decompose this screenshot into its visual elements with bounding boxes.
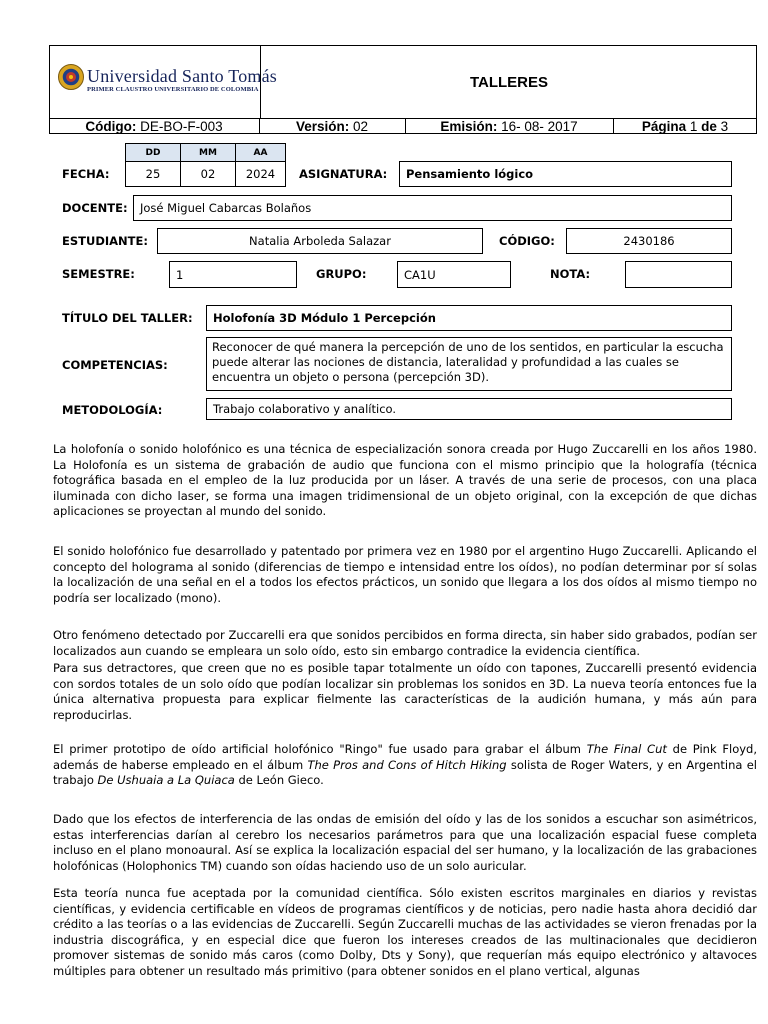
logo-cell (49, 45, 277, 119)
paragraph-3-text: Otro fenómeno detectado por Zuccarelli era que sonidos percibidos en forma directa, sin haber sido grabados, podían ser localizados aun cuando se empleara un solo oído, esto sin embargo contradice la evidencia científica. (53, 628, 757, 658)
university-name (87, 67, 277, 93)
subject-label: ASIGNATURA: (299, 167, 388, 181)
p5-part-a: El primer prototipo de oído artificial holofónico "Ringo" fue usado para grabar el álbum (53, 742, 587, 756)
document-title: TALLERES (469, 73, 549, 91)
methodology-field[interactable]: Trabajo colaborativo y analítico. (206, 398, 732, 420)
mm-header: MM (180, 143, 236, 162)
paragraph-2-text: El sonido holofónico fue desarrollado y patentado por primera vez en 1980 por el argentino Hugo Zuccarelli. Aplicando el concepto del holograma al sonido (diferencias de tiempo e intensidad entre los oídos), no podían determinar por sí solas la localización de una señal en el a todos los efectos prácticos, un sonido que llegara a los dos oídos al mismo tiempo no podría ser localizado (mono). (53, 544, 757, 605)
doc-version-value: 02 (353, 119, 369, 134)
student-code-label: CÓDIGO: (499, 234, 555, 248)
doc-code (49, 119, 259, 134)
aa-header: AA (235, 143, 286, 162)
album-ushuaia: De Ushuaia a La Quiaca (97, 773, 235, 787)
methodology-label: METODOLOGÍA: (62, 403, 163, 417)
paragraph-2 (53, 544, 757, 606)
grade-label: NOTA: (550, 267, 591, 281)
student-field[interactable]: Natalia Arboleda Salazar (157, 228, 483, 254)
workshop-title-field[interactable]: Holofonía 3D Módulo 1 Percepción (206, 305, 732, 331)
dd-header: DD (125, 143, 181, 162)
competencies-label: COMPETENCIAS: (62, 358, 168, 372)
doc-page (613, 119, 757, 134)
doc-code-value: DE-BO-F-003 (140, 119, 223, 134)
p5-part-g: de León Gieco. (234, 773, 324, 787)
teacher-field[interactable]: José Miguel Cabarcas Bolaños (133, 195, 732, 221)
album-pros-and-cons: The Pros and Cons of Hitch Hiking (307, 757, 507, 772)
doc-page-label: Página (641, 119, 687, 134)
date-dd-field[interactable]: 25 (125, 161, 181, 187)
paragraph-6-text: Dado que los efectos de interferencia de las ondas de emisión del oído y las de los sonidos a escuchar son asimétricos, estas interferencias darían al cerebro los necesarios parámetros para que una localización espacial fuese completa incluso en el plano monoaural. Así se explica la localización espacial del ser humano, y la localización de las grabaciones holofónicas (Holophonics TM) cuando son oídas haciendo uso de un solo auricular. (53, 812, 757, 873)
university-main-name: Universidad Santo Tomás (87, 66, 277, 86)
semester-label: SEMESTRE: (62, 267, 135, 281)
student-label: ESTUDIANTE: (62, 234, 148, 248)
doc-page-value: 1 (689, 119, 698, 134)
paragraph-7-text: Esta teoría nunca fue aceptada por la comunidad científica. Sólo existen escritos marginales en diarios y revistas científicas, y evidencia certificable en vídeos de programas científicos y de noticias, pero nadie hasta ahora decidió dar crédito a las teorías o a las evidencias de Zuccarelli. Según Zuccarelli muchas de las actividades se vieron frenadas por la industria discográfica, y en especial dice que fueron los intereses creados de las multinacionales que decidieron promover sistemas de sonido más caros (como Dolby, Dts y Sony), que requerían más equipo electrónico y altavoces múltiples para obtener un resultado más primitivo (para obtener sonidos en el plano vertical, algunas (53, 886, 757, 978)
teacher-label: DOCENTE: (62, 201, 128, 215)
date-label: FECHA: (62, 167, 110, 181)
date-mm-field[interactable]: 02 (180, 161, 236, 187)
grade-field[interactable] (625, 261, 732, 288)
semester-field[interactable]: 1 (169, 261, 297, 288)
doc-code-label: Código: (85, 119, 137, 134)
doc-emission-label: Emisión: (440, 119, 498, 134)
paragraph-4-text: Para sus detractores, que creen que no es posible tapar totalmente un oído con tapones, Zuccarelli presentó evidencia con sordos totales de un solo oído que podían localizar sin problemas los sonidos en 3D. La nueva teoría entonces fue la única alternativa propuesta para explicar fielmente las características de la audición humana, y más aún para reproducirlas. (53, 661, 757, 722)
group-label: GRUPO: (316, 267, 367, 281)
doc-page-of: de (701, 119, 717, 134)
paragraph-1-text: La holofonía o sonido holofónico es una técnica de especialización sonora creada por Hugo Zuccarelli en los años 1980. La Holofonía es un sistema de grabación de audio que funciona con el mismo principio que la holografía (técnica fotográfica basada en el empleo de la luz producida por un láser. A través de una serie de procesos, con una placa iluminada con dicho laser, se forma una imagen tridimensional de un objeto original, con la excepción de que dichas aplicaciones se proyectan al mundo del sonido. (53, 442, 757, 518)
paragraph-5 (53, 742, 757, 789)
university-tagline: PRIMER CLAUSTRO UNIVERSITARIO DE COLOMBIA (87, 86, 259, 93)
header-meta-row (49, 118, 757, 134)
p5-part-e: solista de Roger Waters, y en Argentina el trabajo (53, 757, 758, 787)
university-seal-icon (58, 64, 84, 90)
competencies-field[interactable]: Reconocer de qué manera la percepción de uno de los sentidos, en particular la escucha puede alterar las nociones de distancia, lateralidad y profundidad a las cuales se encuentra un objeto o persona (percepción 3D). (206, 337, 732, 391)
paragraph-5-text (53, 742, 757, 789)
doc-page-total: 3 (720, 119, 729, 134)
subject-field[interactable]: Pensamiento lógico (399, 161, 732, 187)
album-final-cut: The Final Cut (586, 742, 667, 756)
paragraph-6 (53, 812, 757, 874)
doc-emission-value: 16- 08- 2017 (501, 119, 578, 134)
paragraph-3 (53, 628, 757, 659)
paragraph-1 (53, 442, 757, 520)
p5-part-c: de Pink Floyd, además de haberse empleado en el álbum (53, 742, 757, 772)
doc-version (259, 119, 405, 134)
date-aa-field[interactable]: 2024 (235, 161, 286, 187)
student-code-field[interactable]: 2430186 (566, 228, 732, 254)
paragraph-7 (53, 886, 757, 979)
group-field[interactable]: CA1U (397, 261, 511, 288)
workshop-title-label: TÍTULO DEL TALLER: (62, 311, 193, 325)
doc-version-label: Versión: (295, 119, 350, 134)
paragraph-4 (53, 661, 757, 723)
doc-emission (405, 119, 613, 134)
